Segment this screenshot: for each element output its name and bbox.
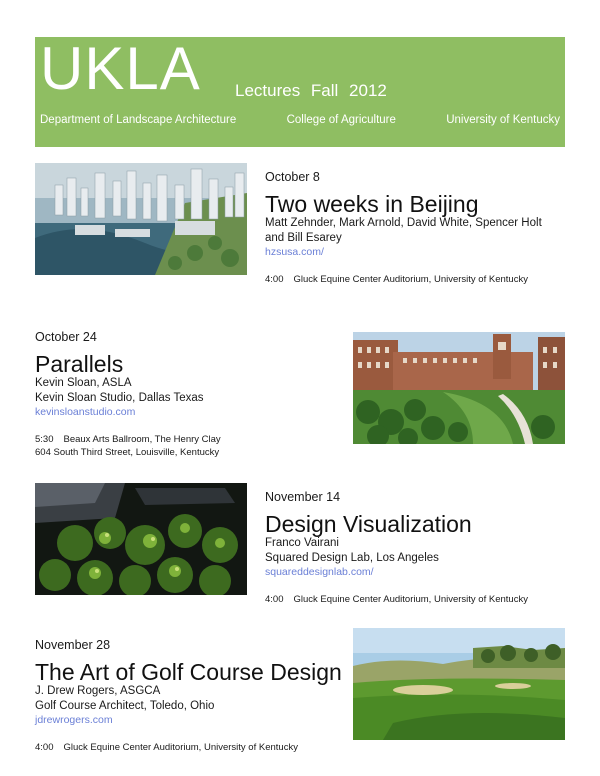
lecture-1-date: October 8 <box>265 170 320 184</box>
lecture-4-image <box>353 628 565 740</box>
lecture-1-title: Two weeks in Beijing <box>265 191 479 217</box>
lecture-2-speaker-line-1: Kevin Sloan, ASLA <box>35 377 132 390</box>
lecture-3-date: November 14 <box>265 490 341 504</box>
lecture-2-image <box>353 332 565 444</box>
lecture-1-speaker-line-1: Matt Zehnder, Mark Arnold, David White, Spencer Holt <box>265 217 542 230</box>
lecture-3-speaker-line-1: Franco Vairani <box>265 537 339 550</box>
header-banner <box>35 37 565 147</box>
lecture-4-venue-line-1: Gluck Equine Center Auditorium, University of Kentucky <box>63 741 298 753</box>
lecture-2-venue <box>35 433 345 446</box>
lecture-4 <box>35 638 355 754</box>
lecture-1-venue-line-1: Gluck Equine Center Auditorium, University of Kentucky <box>293 273 528 285</box>
department-label: Department of Landscape Architecture <box>40 114 237 126</box>
lecture-3-time: 4:00 <box>265 593 284 605</box>
lecture-4-date: November 28 <box>35 638 111 652</box>
lecture-2-title: Parallels <box>35 351 124 377</box>
lecture-1-venue <box>265 273 565 286</box>
lecture-4-speaker-line-2: Golf Course Architect, Toledo, Ohio <box>35 700 215 713</box>
lecture-2-link[interactable]: kevinsloanstudio.com <box>35 406 136 419</box>
lecture-1-image <box>35 163 247 275</box>
lecture-3-image <box>35 483 247 595</box>
lecture-1-time: 4:00 <box>265 273 284 285</box>
lecture-3-venue <box>265 593 565 606</box>
college-label: College of Agriculture <box>286 114 396 126</box>
lecture-3-link[interactable]: squareddesignlab.com/ <box>265 566 374 579</box>
lecture-3-title: Design Visualization <box>265 511 472 537</box>
lecture-1-link[interactable]: hzsusa.com/ <box>265 246 324 259</box>
lecture-3 <box>265 490 565 606</box>
lecture-1 <box>265 170 565 286</box>
header-affiliations <box>40 114 560 126</box>
lecture-2-speaker-line-2: Kevin Sloan Studio, Dallas Texas <box>35 392 204 405</box>
lecture-2-venue-line-1: Beaux Arts Ballroom, The Henry Clay <box>63 433 221 445</box>
lecture-3-venue-line-1: Gluck Equine Center Auditorium, University of Kentucky <box>293 593 528 605</box>
lecture-2 <box>35 330 345 459</box>
lecture-2-venue-line-2: 604 South Third Street, Louisville, Kentucky <box>35 446 220 458</box>
lecture-4-time: 4:00 <box>35 741 54 753</box>
brand-title: UKLA <box>40 35 201 102</box>
lecture-2-time: 5:30 <box>35 433 54 445</box>
lecture-3-speaker-line-2: Squared Design Lab, Los Angeles <box>265 552 439 565</box>
lecture-4-title: The Art of Golf Course Design <box>35 659 342 685</box>
lecture-1-speaker-line-2: and Bill Esarey <box>265 232 342 245</box>
lecture-2-date: October 24 <box>35 330 97 344</box>
series-tagline: Lectures Fall 2012 <box>235 81 387 100</box>
lecture-4-link[interactable]: jdrewrogers.com <box>35 714 113 727</box>
university-label: University of Kentucky <box>446 114 560 126</box>
lecture-4-venue <box>35 741 355 754</box>
lecture-4-speaker-line-1: J. Drew Rogers, ASGCA <box>35 685 161 698</box>
